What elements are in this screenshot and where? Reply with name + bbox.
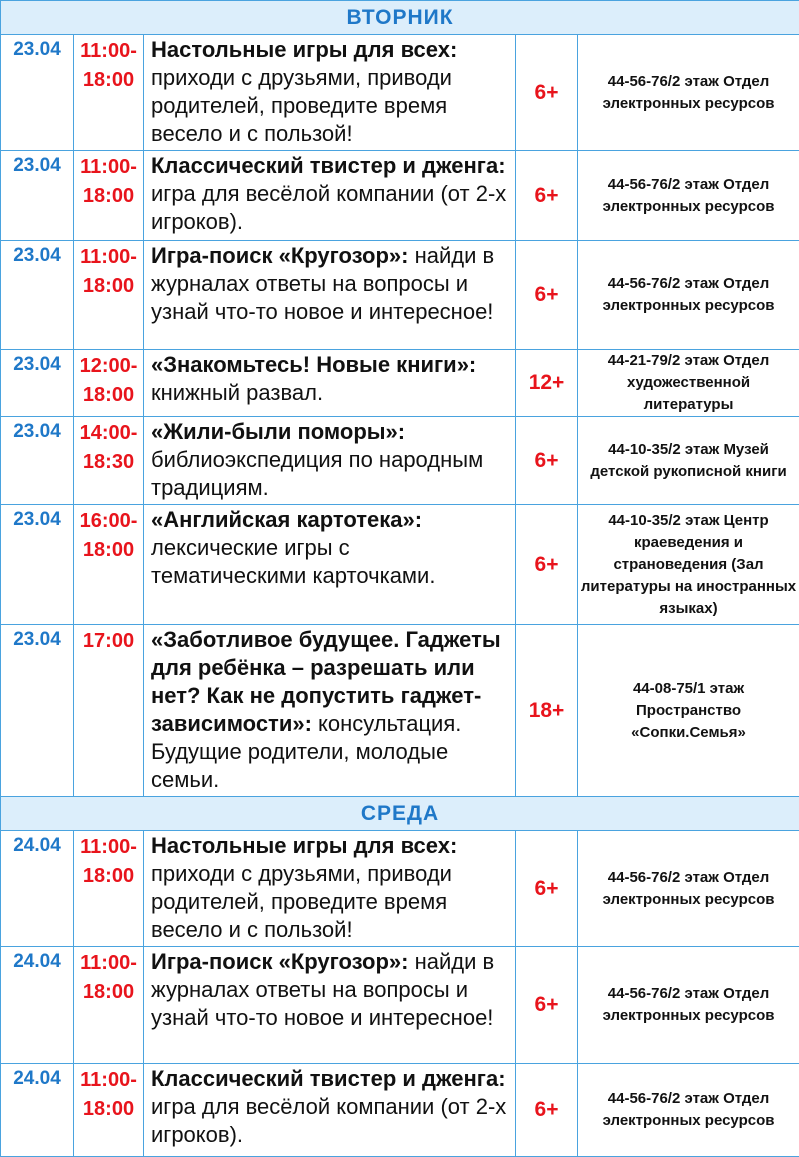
age-rating: 6+ <box>516 151 578 241</box>
event-title <box>144 831 516 947</box>
event-title-bold: «Жили-были поморы»: <box>151 419 405 444</box>
event-time: 11:00-18:00 <box>74 947 144 1064</box>
day-header-row <box>1 1 799 35</box>
event-location: 44-56-76/2 этаж Отдел электронных ресурсов <box>578 151 799 241</box>
age-rating: 6+ <box>516 241 578 350</box>
event-title-bold: Классический твистер и дженга: <box>151 1066 506 1091</box>
event-title-bold: «Знакомьтесь! Новые книги»: <box>151 352 476 377</box>
event-date: 24.04 <box>1 831 74 947</box>
event-date: 23.04 <box>1 151 74 241</box>
event-description: консультация. Будущие родители, молодые семьи. <box>151 711 461 792</box>
event-location: 44-56-76/2 этаж Отдел электронных ресурсов <box>578 241 799 350</box>
event-title-bold: «Английская картотека»: <box>151 507 422 532</box>
event-title <box>144 625 516 797</box>
age-rating: 6+ <box>516 1064 578 1157</box>
event-time: 17:00 <box>74 625 144 797</box>
age-rating: 6+ <box>516 505 578 625</box>
event-description: игра для весёлой компании (от 2-х игроков). <box>151 1094 506 1147</box>
event-location: 44-56-76/2 этаж Отдел электронных ресурсов <box>578 1064 799 1157</box>
event-time: 11:00-18:00 <box>74 1064 144 1157</box>
event-time: 12:00-18:00 <box>74 350 144 417</box>
event-date: 23.04 <box>1 35 74 151</box>
age-rating: 12+ <box>516 350 578 417</box>
event-title <box>144 350 516 417</box>
event-date: 24.04 <box>1 947 74 1064</box>
event-date: 23.04 <box>1 241 74 350</box>
event-description: библиоэкспедиция по народным традициям. <box>151 447 483 500</box>
event-title <box>144 947 516 1064</box>
event-date: 23.04 <box>1 625 74 797</box>
age-rating: 6+ <box>516 35 578 151</box>
event-location: 44-21-79/2 этаж Отдел художественной литературы <box>578 350 799 417</box>
age-rating: 6+ <box>516 947 578 1064</box>
day-header-row <box>1 797 799 831</box>
event-time: 11:00-18:00 <box>74 241 144 350</box>
event-row <box>1 35 799 151</box>
event-row <box>1 505 799 625</box>
event-location: 44-10-35/2 этаж Музей детской рукописной книги <box>578 417 799 505</box>
event-date: 23.04 <box>1 417 74 505</box>
event-time: 11:00-18:00 <box>74 35 144 151</box>
event-date: 24.04 <box>1 1064 74 1157</box>
event-time: 16:00-18:00 <box>74 505 144 625</box>
event-date: 23.04 <box>1 505 74 625</box>
event-row <box>1 625 799 797</box>
event-title <box>144 417 516 505</box>
event-row <box>1 417 799 505</box>
event-description: лексические игры с тематическими карточками. <box>151 535 435 588</box>
event-time: 14:00-18:30 <box>74 417 144 505</box>
event-description: приходи с друзьями, приводи родителей, проведите время весело и с пользой! <box>151 65 452 146</box>
event-description: книжный развал. <box>151 380 323 405</box>
event-location: 44-08-75/1 этаж Пространство «Сопки.Семья» <box>578 625 799 797</box>
event-location: 44-10-35/2 этаж Центр краеведения и страноведения (Зал литературы на иностранных языках) <box>578 505 799 625</box>
event-location: 44-56-76/2 этаж Отдел электронных ресурсов <box>578 831 799 947</box>
event-description: найди в журналах ответы на вопросы и узнай что-то новое и интересное! <box>151 949 494 1030</box>
event-title <box>144 1064 516 1157</box>
event-row <box>1 1064 799 1157</box>
event-row <box>1 151 799 241</box>
event-title-bold: Настольные игры для всех: <box>151 833 457 858</box>
event-time: 11:00-18:00 <box>74 831 144 947</box>
event-title <box>144 151 516 241</box>
day-header: ВТОРНИК <box>1 1 799 35</box>
event-title-bold: Игра-поиск «Кругозор»: <box>151 949 408 974</box>
age-rating: 6+ <box>516 831 578 947</box>
event-row <box>1 241 799 350</box>
event-title <box>144 241 516 350</box>
event-title-bold: «Заботливое будущее. Гаджеты для ребёнка – разрешать или нет? Как не допустить гаджет-зависимости»: <box>151 627 501 736</box>
event-title-bold: Настольные игры для всех: <box>151 37 457 62</box>
event-description: игра для весёлой компании (от 2-х игроков). <box>151 181 506 234</box>
event-row <box>1 947 799 1064</box>
event-time: 11:00-18:00 <box>74 151 144 241</box>
age-rating: 18+ <box>516 625 578 797</box>
event-location: 44-56-76/2 этаж Отдел электронных ресурсов <box>578 35 799 151</box>
day-header: СРЕДА <box>1 797 799 831</box>
event-title <box>144 505 516 625</box>
event-date: 23.04 <box>1 350 74 417</box>
event-title <box>144 35 516 151</box>
event-location: 44-56-76/2 этаж Отдел электронных ресурсов <box>578 947 799 1064</box>
event-row <box>1 350 799 417</box>
event-title-bold: Классический твистер и дженга: <box>151 153 506 178</box>
event-description: приходи с друзьями, приводи родителей, проведите время весело и с пользой! <box>151 861 452 942</box>
event-row <box>1 831 799 947</box>
event-title-bold: Игра-поиск «Кругозор»: <box>151 243 408 268</box>
event-description: найди в журналах ответы на вопросы и узнай что-то новое и интересное! <box>151 243 494 324</box>
age-rating: 6+ <box>516 417 578 505</box>
